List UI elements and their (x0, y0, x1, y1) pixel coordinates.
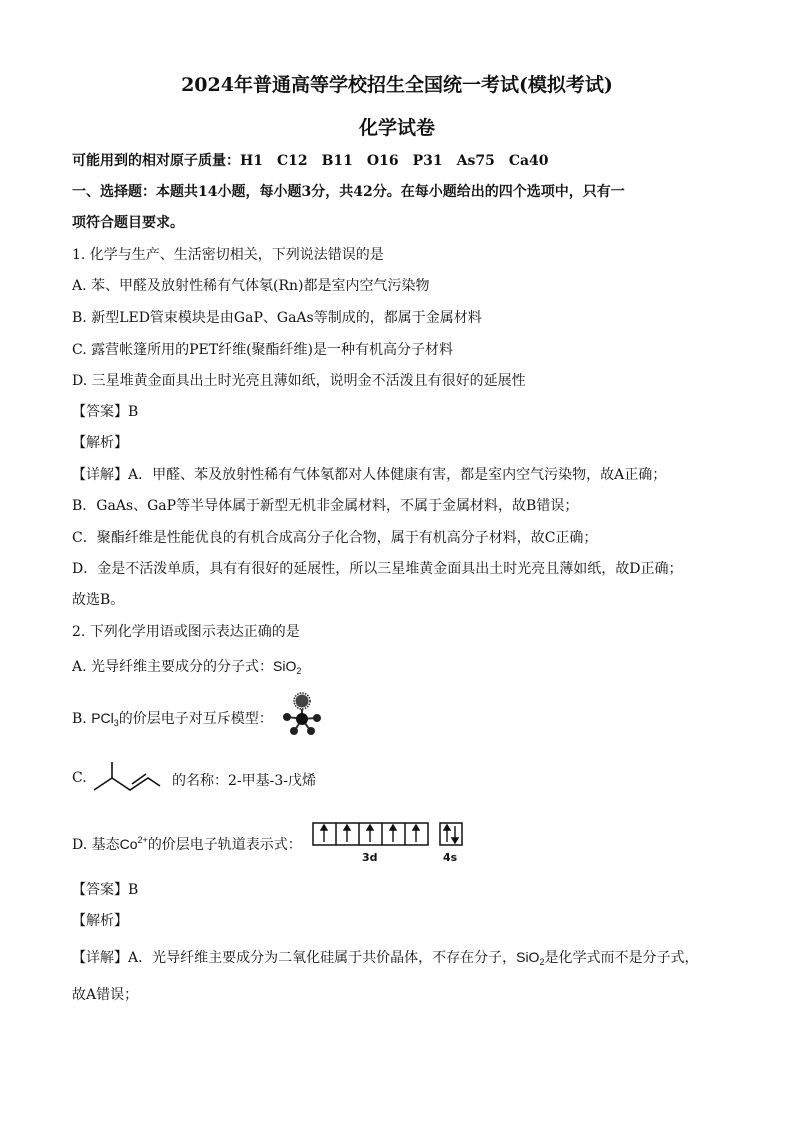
page-title: 2024年普通高等学校招生全国统一考试(模拟考试) (181, 74, 613, 96)
q2-stem: 2. 下列化学用语或图示表达正确的是 (72, 624, 300, 640)
vsepr-model-figure (278, 692, 326, 738)
orbital-4s-label: 4s (443, 851, 458, 864)
q2-option-b (72, 708, 273, 728)
orbital-4s-box (440, 823, 462, 845)
q2-option-d (72, 834, 302, 854)
q1-detail-d: D．金是不活泼单质，具有有很好的延展性，所以三星堆黄金面具出土时光亮且薄如纸，故D正确； (72, 561, 683, 577)
q2-option-a (72, 656, 301, 676)
q1-detail-a: 【详解】A．甲醛、苯及放射性稀有气体氡都对人体健康有害，都是室内空气污染物，故A正确； (72, 467, 667, 483)
q1-option-a: A. 苯、甲醛及放射性稀有气体氡(Rn)都是室内空气污染物 (72, 278, 430, 294)
q2-option-d-charge: 2+ (137, 835, 148, 845)
q2-option-d-ion: Co (119, 836, 138, 852)
section-heading-line1: 一、选择题：本题共14小题，每小题3分，共42分。在每小题给出的四个选项中，只有一 (72, 184, 625, 200)
q2-option-b-prefix: B. (72, 711, 92, 727)
q1-answer: 【答案】B (72, 404, 139, 420)
q1-option-b: B. 新型LED管束模块是由GaP、GaAs等制成的，都属于金属材料 (72, 310, 482, 326)
q2-option-d-suffix: 的价层电子轨道表示式： (147, 837, 302, 853)
q1-detail-c: C．聚酯纤维是性能优良的有机合成高分子化合物，属于有机高分子材料，故C正确； (72, 530, 598, 546)
electron-pair-arrows (444, 825, 458, 843)
section-heading-line2: 项符合题目要求。 (72, 215, 184, 231)
q2-analysis-label: 【解析】 (72, 913, 128, 929)
q1-detail-b: B．GaAs、GaP等半导体属于新型无机非金属材料，不属于金属材料，故B错误； (72, 498, 579, 514)
q1-option-c: C. 露营帐篷所用的PET纤维(聚酯纤维)是一种有机高分子材料 (72, 342, 454, 358)
q2-detail-a-conclusion: 故A错误； (72, 987, 139, 1003)
q2-option-a-subscript: 2 (296, 666, 302, 676)
q2-option-a-prefix: A. 光导纤维主要成分的分子式： (72, 659, 274, 675)
orbital-3d-label: 3d (362, 851, 378, 864)
q2-detail-a (72, 947, 698, 967)
q2-option-a-formula: SiO (273, 658, 297, 674)
q2-option-d-prefix: D. 基态 (72, 837, 120, 853)
q2-detail-a-text1: 【详解】A．光导纤维主要成分为二氧化硅属于共价晶体，不存在分子， (72, 950, 517, 966)
skeletal-formula-figure (90, 758, 162, 796)
q2-detail-a-formula: SiO (516, 949, 540, 965)
q1-stem: 1. 化学与生产、生活密切相关，下列说法错误的是 (72, 247, 384, 263)
q2-detail-a-text2: 是化学式而不是分子式， (544, 950, 699, 966)
page-subtitle: 化学试卷 (358, 117, 435, 139)
q2-option-b-formula: PCl (91, 710, 114, 726)
q2-option-c-prefix: C. (72, 770, 87, 786)
atomic-masses: 可能用到的相对原子质量：H1 C12 B11 O16 P31 As75 Ca40 (72, 153, 549, 169)
q2-detail-a-subscript: 2 (539, 957, 545, 967)
q1-analysis-label: 【解析】 (72, 435, 128, 451)
q2-option-b-suffix: 的价层电子对互斥模型： (118, 711, 273, 727)
q2-option-c-name: 的名称：2-甲基-3-戊烯 (172, 773, 317, 789)
q2-option-b-subscript: 3 (113, 718, 119, 728)
q2-answer: 【答案】B (72, 882, 139, 898)
q1-conclusion: 故选B。 (72, 592, 125, 608)
q1-option-d: D. 三星堆黄金面具出土时光亮且薄如纸，说明金不活泼且有很好的延展性 (72, 373, 526, 389)
orbital-diagram (312, 822, 464, 864)
